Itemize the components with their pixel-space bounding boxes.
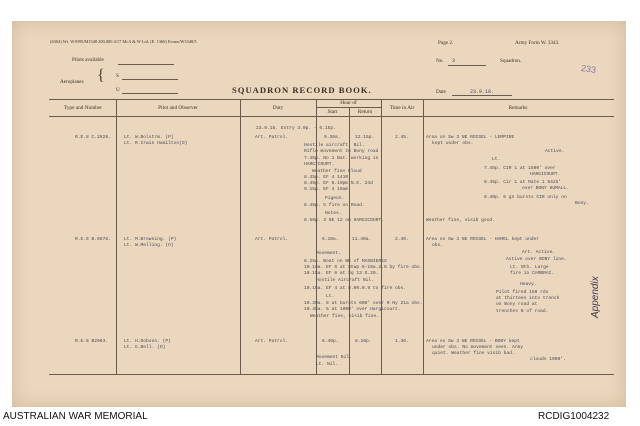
- note-line: 8.50p. 3 NE 12 on HARGICOURT.: [304, 218, 384, 223]
- no-value: 3: [452, 58, 456, 64]
- date-line: [452, 95, 512, 96]
- pilots-available-line: [118, 64, 174, 65]
- return-time: 11.40a.: [352, 237, 372, 242]
- note-line: Lt. Nil.: [316, 362, 339, 367]
- remark-line: fire in CAMBRAI.: [510, 271, 555, 276]
- no-line: [448, 65, 486, 66]
- aeroplanes-s: S: [116, 73, 119, 79]
- col-divider-5: [381, 99, 382, 374]
- note-line: Movement Nil.: [316, 355, 352, 360]
- note-line: Movement.: [316, 251, 341, 256]
- type-number: R.E.8 B2063.: [75, 339, 109, 344]
- remark-line: at thirteen into trench: [496, 296, 560, 301]
- col-header-pilot: Pilot and Observer: [158, 105, 198, 111]
- duty: Art. Patrol.: [255, 237, 289, 242]
- col-header-return: Return: [357, 109, 373, 115]
- remark-line: quiet. Weather fine visib bad.: [432, 351, 515, 356]
- remark-line: Lt.: [492, 157, 501, 162]
- aeroplanes-label: Aeroplanes: [60, 79, 84, 85]
- footer-institution: AUSTRALIAN WAR MEMORIAL: [3, 411, 148, 422]
- remark-line: Heavy.: [520, 282, 537, 287]
- remark-line: Pilot fired 150 rds: [496, 290, 549, 295]
- appendix-stamp: Appendix: [590, 276, 601, 318]
- printer-line: (6304) Wt. W3995/M1548 200,000 4/17 McA & W Ltd. (E. 1366) Forms/W3348/5: [50, 39, 197, 44]
- duty: Art. Patrol.: [255, 135, 289, 140]
- start-time: 6.10a.: [322, 237, 339, 242]
- note-line: 8.49p. EF 6.10pm N.E. 24d: [304, 181, 373, 186]
- note-line: 10.10a. EF 6 at Stwp 8-10a.2.8 by fire obs.: [304, 265, 423, 270]
- footer-record-id: RCDIG1004232: [538, 411, 610, 422]
- army-form: Army Form W. 3343.: [515, 40, 560, 46]
- return-time: 12.15p.: [355, 135, 375, 140]
- col-header-time: Time in Air: [389, 105, 415, 111]
- date-label: Date: [436, 89, 446, 95]
- remark-line: Area on Sw 3 NE ROISEL - LEMPIRE: [426, 135, 515, 140]
- time-in-air: 2.45.: [395, 135, 409, 140]
- note-line: Lt.: [326, 294, 335, 299]
- squadron-label: Squadron.: [500, 58, 522, 64]
- remark-line: Active over BONY line.: [506, 257, 567, 262]
- pilot-name: Lt. H.Dobson. (P): [124, 339, 171, 344]
- col-header-start: Start: [327, 109, 338, 115]
- note-line: Pigeon.: [325, 196, 345, 201]
- aeroplanes-s-line: [122, 79, 178, 80]
- remark-line: Area on Sw 3 NE ROISEL - BONY kept: [426, 339, 520, 344]
- remark-line: clouds 1000'.: [530, 357, 566, 362]
- col-divider-1: [116, 99, 117, 374]
- table-header-rule: [49, 116, 614, 117]
- aeroplanes-brace: {: [97, 67, 105, 84]
- pilot-name: Lt. M.Browning. (P): [124, 237, 177, 242]
- col-header-remarks: Remarks: [508, 105, 528, 111]
- note-line: HARGICOURT.: [304, 162, 335, 167]
- page-title: SQUADRON RECORD BOOK.: [232, 85, 372, 95]
- duty: Art. Patrol.: [255, 339, 289, 344]
- note-line: 8.45p. EF 4 1410.: [304, 175, 351, 180]
- note-line: 23.9.18. Entry 3.0p. - 6.15p.: [256, 126, 336, 131]
- type-number: R.E.8 B.6878.: [75, 237, 111, 242]
- note-line: 10.45a. 6 at 1000' over Hargicourt.: [304, 307, 401, 312]
- note-line: 10.30a. 8 at bursts 600' over R Ny 21a obs.: [304, 301, 423, 306]
- note-line: Hostile Aircraft Nil.: [316, 278, 374, 283]
- time-in-air: 1.30.: [395, 339, 409, 344]
- remark-line: obs.: [432, 243, 444, 248]
- hour-subrule: [316, 107, 381, 108]
- return-time: 8.10p.: [355, 339, 372, 344]
- remark-line: over BONY HUMALL.: [522, 186, 569, 191]
- aeroplanes-u: U: [116, 87, 120, 93]
- remark-line: Lt. Nth. Large: [510, 265, 549, 270]
- remark-line: on Bony road at: [496, 302, 538, 307]
- note-line: 9.15p. EF 4 10am: [304, 187, 349, 192]
- remark-line: Active.: [545, 149, 565, 154]
- date-value: 23.9.18.: [470, 89, 495, 95]
- note-line: Notes.: [325, 211, 342, 216]
- page-number: Page 2.: [438, 40, 454, 46]
- start-time: 6.40p.: [322, 339, 339, 344]
- remark-line: trenches N of road.: [496, 309, 549, 314]
- note-line: 10.15a. EF 6 at Sq 13 G.20.: [304, 271, 379, 276]
- time-in-air: 2.40.: [395, 237, 409, 242]
- pencil-reference: 233: [580, 63, 597, 75]
- note-line: Weather fine Cloud: [312, 169, 362, 174]
- remark-line: 8.45p. Cir 1 at Rate 1 9425': [484, 180, 562, 185]
- remark-line: kept under obs.: [432, 141, 474, 146]
- remark-line: 7.45p. CIR 1 at 1500' over: [484, 166, 556, 171]
- note-line: Weather fine, visib fine.: [310, 314, 379, 319]
- remark-line: Art. Active.: [522, 250, 556, 255]
- note-line: 8.25a. Boat on NE of MASNIERES: [304, 259, 387, 264]
- observer-name: Lt. G.Bell. (O): [124, 345, 166, 350]
- observer-name: Lt. R.Irwin Hamilton(O): [124, 141, 188, 146]
- pilots-available-label: Pilots available: [72, 57, 104, 63]
- col-divider-6: [423, 99, 424, 374]
- remark-line: HARGICOURT.: [530, 172, 561, 177]
- note-line: 7.45p. No 1 Bat. working in: [304, 156, 379, 161]
- col-divider-3: [316, 99, 317, 374]
- table-bottom-rule: [49, 374, 614, 375]
- col-header-type: Type and Number: [63, 105, 103, 111]
- remark-line: under obs. No movement seen. Army: [432, 345, 523, 350]
- remark-line: Area on Sw 3 NE ROISEL - HAMEL kept under: [426, 237, 540, 242]
- start-time: 9.30a.: [324, 135, 341, 140]
- remark-line: 8.40p. 6 gn bursts CIR only on: [484, 195, 567, 200]
- col-header-hour: Hour of: [340, 100, 357, 106]
- observer-name: Lt. W.Melling. (O): [124, 243, 174, 248]
- note-line: Weather fine, visib good.: [426, 218, 495, 223]
- no-label: No.: [436, 58, 444, 64]
- pilot-name: Lt. W.Bolstrm. (P): [124, 135, 174, 140]
- note-line: 8.45p. G fire on Road.: [304, 203, 365, 208]
- note-line: Rifle movement to Bony road: [304, 149, 379, 154]
- note-line: Hostile aircraft. Nil.: [304, 143, 365, 148]
- col-divider-2: [240, 99, 241, 374]
- aeroplanes-u-line: [122, 93, 178, 94]
- remark-line: Bony.: [575, 201, 589, 206]
- note-line: 10.15a. EF 4 at 8.00.0.9 to fire obs.: [304, 286, 406, 291]
- col-header-duty: Duty: [272, 105, 284, 111]
- type-number: R.E.8 C.2626.: [75, 135, 111, 140]
